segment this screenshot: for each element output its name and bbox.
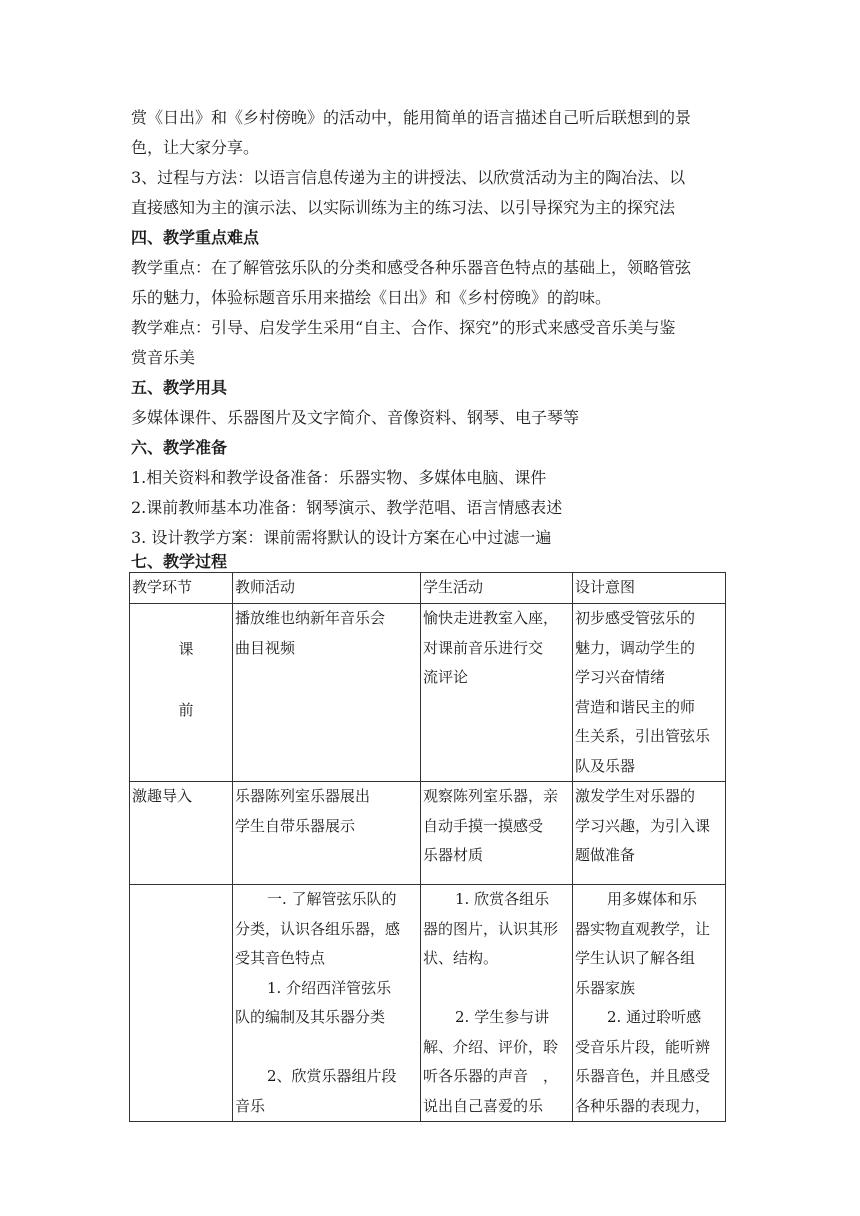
cell-text: 1. 介绍西洋管弦乐 xyxy=(267,978,392,997)
stage-cell xyxy=(130,885,233,1122)
section-heading-process: 七、教学过程 xyxy=(131,552,228,571)
cell-text: 队及乐器 xyxy=(575,756,636,775)
difficult-point-line: 教学难点：引导、启发学生采用“自主、合作、探究”的形式来感受音乐美与鉴 xyxy=(131,318,676,337)
paragraph-line: 赏《日出》和《乡村傍晚》的活动中，能用简单的语言描述自己听后联想到的景 xyxy=(131,108,692,127)
cell-text: 营造和谐民主的师 xyxy=(575,697,696,716)
cell-text: 乐器家族 xyxy=(575,978,636,997)
teacher-activity-cell xyxy=(233,604,421,782)
cell-text: 激发学生对乐器的 xyxy=(575,787,696,805)
student-activity-cell xyxy=(421,782,573,885)
stage-cell xyxy=(130,604,233,782)
table-header-row xyxy=(130,573,726,604)
paragraph-line: 直接感知为主的演示法、以实际训练为主的练习法、以引导探究为主的探究法 xyxy=(131,198,676,217)
cell-text xyxy=(235,1033,418,1063)
cell-text: 队的编制及其乐器分类 xyxy=(235,1008,386,1026)
key-point-line: 教学重点：在了解管弦乐队的分类和感受各种乐器音色特点的基础上，领略管弦 xyxy=(131,258,692,277)
cell-text: 分类，认识各组乐器，感 xyxy=(235,919,401,938)
design-intent-cell xyxy=(573,782,726,885)
cell-text: 听各乐器的声音 ， xyxy=(423,1067,559,1085)
cell-text: 对课前音乐进行交 xyxy=(423,638,544,657)
cell-text: 乐器音色，并且感受 xyxy=(575,1067,711,1085)
table-row xyxy=(130,782,726,885)
difficult-point-line: 赏音乐美 xyxy=(131,348,196,367)
section-heading-preparation: 六、教学准备 xyxy=(131,438,228,457)
cell-text: 愉快走进教室入座， xyxy=(423,609,559,627)
cell-text: 流评论 xyxy=(423,668,469,686)
preparation-line: 3. 设计教学方案：课前需将默认的设计方案在心中过滤一遍 xyxy=(131,528,552,547)
cell-text: 说出自己喜爱的乐 xyxy=(423,1096,544,1115)
cell-text: 器的图片，认识其形 xyxy=(423,919,559,938)
cell-text: 音乐 xyxy=(235,1096,266,1115)
table-row xyxy=(130,885,726,1122)
paragraph-line: 3、过程与方法：以语言信息传递为主的讲授法、以欣赏活动为主的陶冶法、以 xyxy=(131,168,686,187)
cell-text: 学习兴趣，为引入课 xyxy=(575,816,711,835)
header-cell-stage: 教学环节 xyxy=(130,573,233,604)
header-cell-intent: 设计意图 xyxy=(573,573,726,604)
tools-line: 多媒体课件、乐器图片及文字简介、音像资料、钢琴、电子琴等 xyxy=(131,408,580,427)
cell-text: 乐器陈列室乐器展出 xyxy=(235,787,371,805)
preparation-line: 1.相关资料和教学设备准备：乐器实物、多媒体电脑、课件 xyxy=(131,468,547,487)
design-intent-cell xyxy=(573,885,726,1122)
cell-text: 自动手摸一摸感受 xyxy=(423,816,544,835)
section-heading-key-points: 四、教学重点难点 xyxy=(131,228,260,247)
cell-text: 用多媒体和乐 xyxy=(607,890,698,908)
cell-text: 生关系，引出管弦乐 xyxy=(575,727,711,745)
stage-cell xyxy=(130,782,233,885)
section-heading-tools: 五、教学用具 xyxy=(131,378,228,397)
stage-label: 课 xyxy=(178,640,194,658)
cell-text: 各种乐器的表现力， xyxy=(575,1096,711,1115)
cell-text: 学生自带乐器展示 xyxy=(235,816,356,835)
cell-text: 魅力，调动学生的 xyxy=(575,638,696,657)
teacher-activity-cell xyxy=(233,885,421,1122)
student-activity-cell xyxy=(421,885,573,1122)
cell-text: 一. 了解管弦乐队的 xyxy=(267,890,397,908)
cell-text: 解、介绍、评价，聆 xyxy=(423,1037,559,1056)
cell-text: 学习兴奋情绪 xyxy=(575,668,666,686)
cell-text: 2. 通过聆听感 xyxy=(607,1008,702,1026)
cell-text: 曲目视频 xyxy=(235,638,296,657)
cell-text: 学生认识了解各组 xyxy=(575,949,696,967)
cell-text: 播放维也纳新年音乐会 xyxy=(235,609,386,627)
table-row xyxy=(130,604,726,782)
key-point-line: 乐的魅力，体验标题音乐用来描绘《日出》和《乡村傍晚》的韵味。 xyxy=(131,288,612,307)
stage-label: 前 xyxy=(178,700,194,719)
teaching-process-table xyxy=(129,572,726,1122)
student-activity-cell xyxy=(421,604,573,782)
cell-text: 受音乐片段，能听辨 xyxy=(575,1037,711,1056)
cell-text: 器实物直观教学，让 xyxy=(575,919,711,938)
cell-text: 1. 欣赏各组乐 xyxy=(455,890,550,908)
design-intent-cell xyxy=(573,604,726,782)
cell-text: 题做准备 xyxy=(575,846,636,864)
cell-text: 2、欣赏乐器组片段 xyxy=(267,1067,397,1085)
paragraph-line: 色，让大家分享。 xyxy=(131,138,260,157)
cell-text xyxy=(423,974,570,1004)
cell-text: 初步感受管弦乐的 xyxy=(575,609,696,627)
cell-text: 状、结构。 xyxy=(423,949,499,967)
cell-text: 乐器材质 xyxy=(423,846,484,864)
cell-text: 观察陈列室乐器，亲 xyxy=(423,787,559,805)
preparation-line: 2.课前教师基本功准备：钢琴演示、教学范唱、语言情感表述 xyxy=(131,498,563,517)
stage-label: 激趣导入 xyxy=(132,787,193,805)
teacher-activity-cell xyxy=(233,782,421,885)
cell-text: 受其音色特点 xyxy=(235,949,326,967)
header-cell-student: 学生活动 xyxy=(421,573,573,604)
cell-text: 2. 学生参与讲 xyxy=(455,1008,550,1026)
header-cell-teacher: 教师活动 xyxy=(233,573,421,604)
